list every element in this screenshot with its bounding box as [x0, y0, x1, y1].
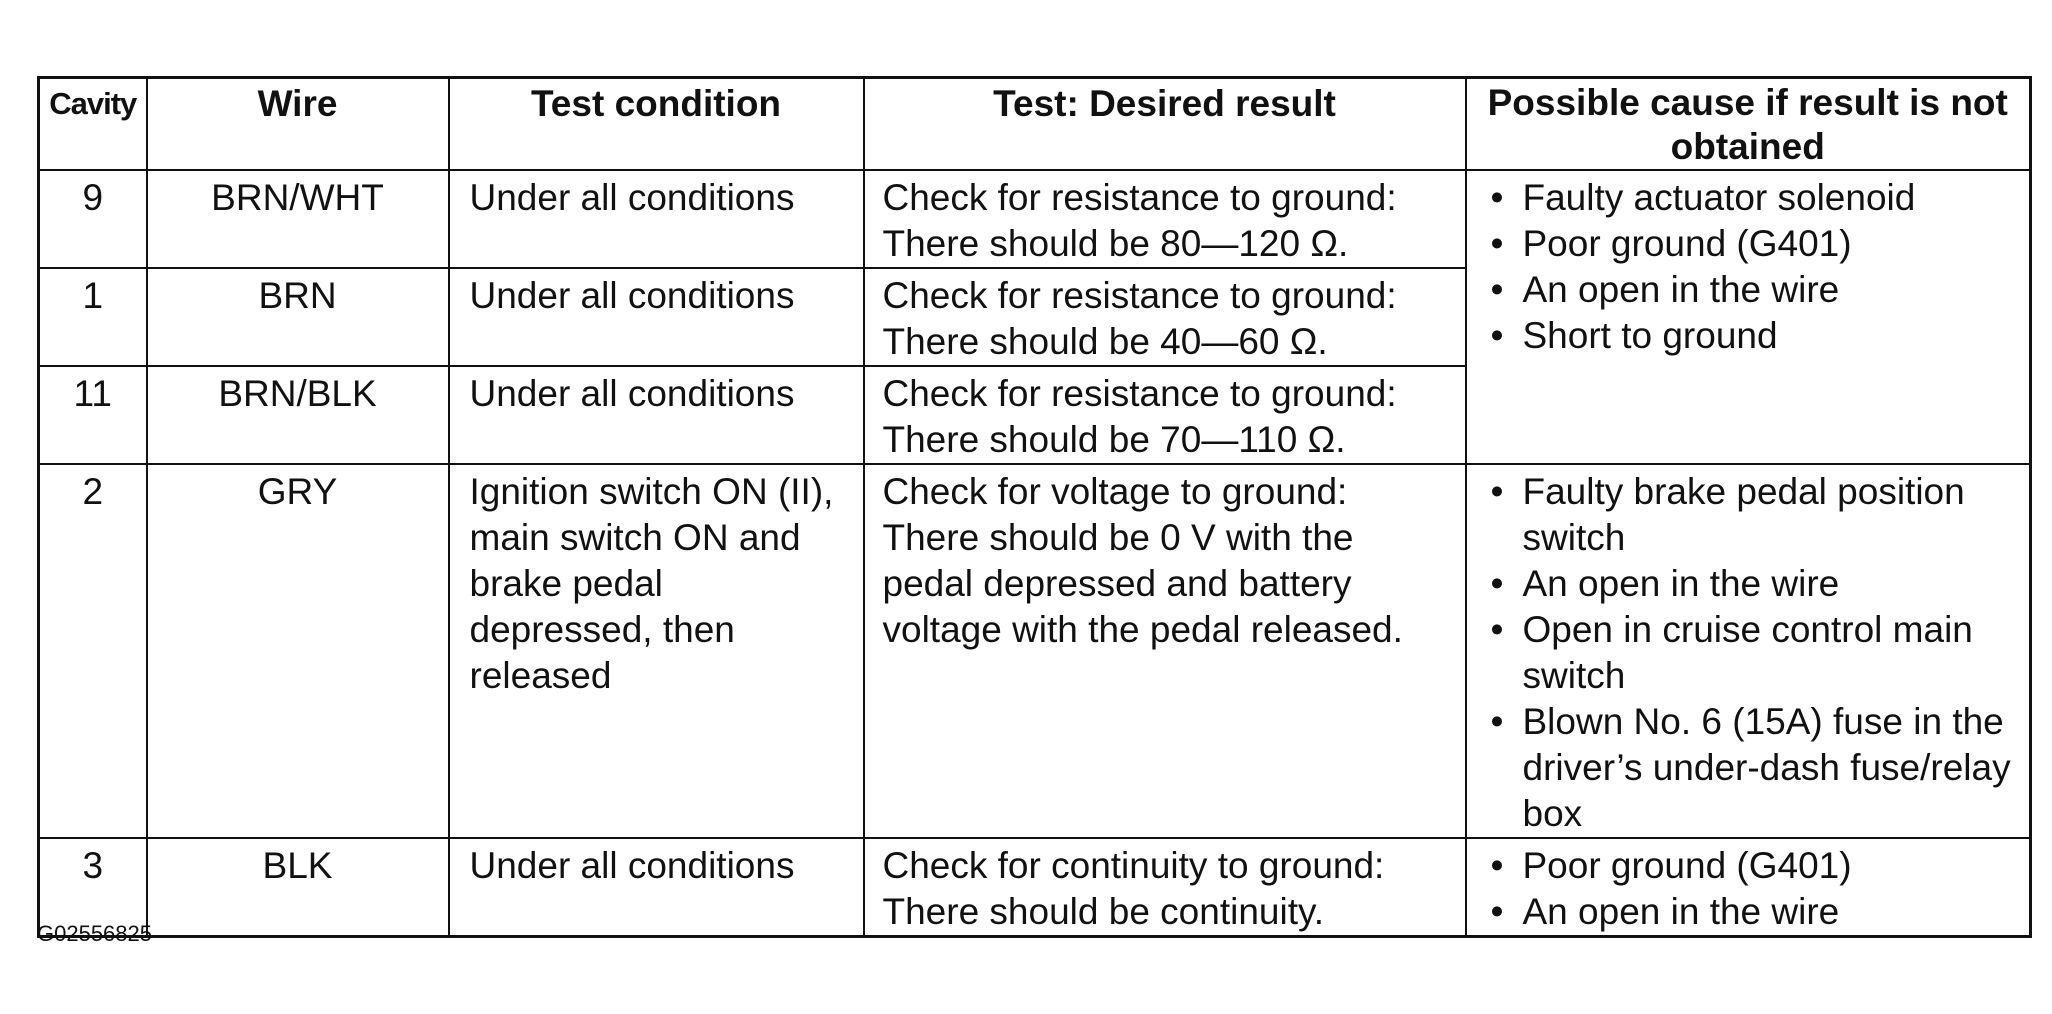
result-line: pedal depressed and battery [882, 563, 1352, 604]
table-row [39, 170, 2031, 268]
condition-value: Ignition switch ON (II), main switch ON and brake pedal depressed, then released [469, 471, 834, 696]
condition-value: Under all conditions [469, 177, 795, 218]
cause-item: • Poor ground (G401) [1491, 221, 2022, 267]
cause-item: • Poor ground (G401) [1491, 843, 2022, 889]
cause-cell [1466, 838, 2031, 937]
cause-cell [1466, 170, 2031, 464]
wire-value: BRN/WHT [211, 177, 384, 218]
result-cell [864, 464, 1466, 838]
cause-list [1491, 465, 2022, 837]
wire-value: BRN [258, 275, 337, 316]
condition-cell [449, 838, 864, 937]
result-line: There should be 70—110 Ω. [882, 419, 1346, 460]
bullet-icon: • [1490, 609, 1504, 650]
figure-id-caption: G02556825 [37, 921, 152, 946]
cause-item: • An open in the wire [1491, 889, 2022, 935]
result-cell [864, 838, 1466, 937]
bullet-icon: • [1490, 269, 1504, 310]
result-line: Check for resistance to ground: [882, 177, 1397, 218]
cause-item: • Open in cruise control main switch [1490, 609, 1973, 696]
condition-cell [449, 366, 864, 464]
cause-item: • An open in the wire [1491, 267, 2022, 313]
cavity-value: 2 [82, 471, 104, 512]
wire-cell [147, 268, 449, 366]
result-line: Check for resistance to ground: [882, 275, 1397, 316]
cavity-cell [39, 366, 147, 464]
result-line: There should be continuity. [882, 891, 1325, 932]
bullet-icon: • [1490, 845, 1504, 886]
condition-cell [449, 170, 864, 268]
cause-item: • Blown No. 6 (15A) fuse in the driver’s under-dash fuse/relay box [1490, 701, 2011, 834]
cause-item: • Short to ground [1491, 313, 2022, 359]
cause-item: • Faulty actuator solenoid [1491, 175, 2022, 221]
bullet-icon: • [1490, 223, 1504, 264]
bullet-icon: • [1490, 563, 1504, 604]
wire-cell [147, 170, 449, 268]
wire-value: BRN/BLK [218, 373, 377, 414]
result-line: There should be 40—60 Ω. [882, 321, 1328, 362]
wire-value: GRY [257, 471, 338, 512]
cavity-value: 3 [82, 845, 104, 886]
result-line: Check for voltage to ground: [882, 471, 1348, 512]
result-line: Check for continuity to ground: [882, 845, 1385, 886]
result-line: There should be 80—120 Ω. [882, 223, 1349, 264]
cause-cell [1466, 464, 2031, 838]
cavity-cell [39, 170, 147, 268]
condition-value: Under all conditions [469, 275, 795, 316]
cavity-cell [39, 268, 147, 366]
condition-value: Under all conditions [469, 845, 795, 886]
result-cell [864, 268, 1466, 366]
cavity-value: 9 [82, 177, 104, 218]
bullet-icon: • [1490, 471, 1504, 512]
cavity-cell [39, 464, 147, 838]
header-test-condition: Test condition [449, 78, 864, 171]
result-cell [864, 366, 1466, 464]
table-row [39, 838, 2031, 937]
header-possible-cause: Possible cause if result is not obtained [1466, 78, 2031, 171]
condition-value: Under all conditions [469, 373, 795, 414]
cause-item: • An open in the wire [1491, 561, 2022, 607]
cavity-value: 11 [73, 373, 112, 414]
bullet-icon: • [1490, 315, 1504, 356]
cause-list [1491, 171, 2022, 359]
table-row [39, 464, 2031, 838]
condition-cell [449, 268, 864, 366]
cause-item: • Faulty brake pedal position switch [1490, 471, 1965, 558]
wire-value: BLK [262, 845, 333, 886]
wire-cell [147, 366, 449, 464]
result-line: There should be 0 V with the [882, 517, 1354, 558]
table-header-row [39, 78, 2031, 171]
wire-cell [147, 838, 449, 937]
header-desired-result: Test: Desired result [864, 78, 1466, 171]
bullet-icon: • [1490, 177, 1504, 218]
header-wire: Wire [147, 78, 449, 171]
cavity-value: 1 [82, 275, 104, 316]
cause-list [1491, 839, 2022, 935]
bullet-icon: • [1490, 701, 1504, 742]
condition-cell [449, 464, 864, 838]
wire-cell [147, 464, 449, 838]
result-cell [864, 170, 1466, 268]
result-line: voltage with the pedal released. [882, 609, 1403, 650]
bullet-icon: • [1490, 891, 1504, 932]
diagnostic-table [37, 76, 2032, 938]
result-line: Check for resistance to ground: [882, 373, 1397, 414]
header-cavity: Cavity [39, 78, 147, 171]
